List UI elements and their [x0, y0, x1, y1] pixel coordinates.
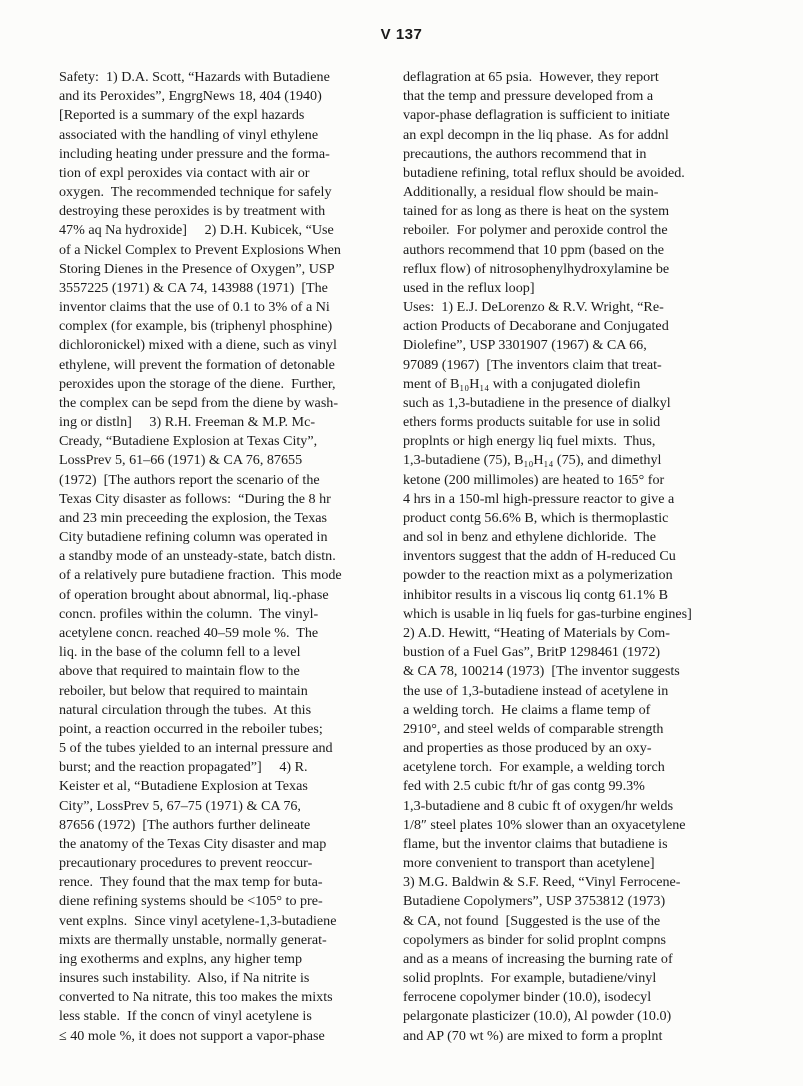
text-line: associated with the handling of vinyl ethylene	[59, 126, 319, 143]
text-line: which is usable in liq fuels for gas-turbine engines]	[403, 605, 692, 622]
text-line: precautionary procedures to prevent reoccur-	[59, 855, 313, 872]
text-line: oxygen. The recommended technique for safely	[59, 184, 332, 201]
text-line: powder to the reaction mixt as a polymerization	[403, 567, 673, 584]
text-line: destroying these peroxides is by treatment with	[59, 203, 326, 220]
text-line: mixts are thermally unstable, normally generat-	[59, 931, 327, 948]
text-line: the anatomy of the Texas City disaster and map	[59, 835, 327, 852]
text-line: that the temp and pressure developed from a	[403, 88, 654, 105]
text-line: reboiler. For polymer and peroxide control the	[403, 222, 668, 239]
text-line: and 23 min preceeding the explosion, the Texas	[59, 509, 328, 526]
text-line: of operation brought about abnormal, liq.-phase	[59, 586, 329, 603]
text-line: Texas City disaster as follows: “During the 8 hr	[59, 490, 331, 507]
text-line: ment of B₁₀H₁₄ with a conjugated diolefin	[403, 375, 641, 392]
text-line: City”, LossPrev 5, 67–75 (1971) & CA 76,	[59, 797, 301, 814]
text-line: 2910°, and steel welds of comparable strength	[403, 720, 664, 737]
text-line: ketone (200 millimoles) are heated to 165° for	[403, 471, 665, 488]
right-text-column	[403, 68, 735, 1046]
text-line: and its Peroxides”, EngrgNews 18, 404 (1940)	[59, 88, 322, 105]
text-line: such as 1,3-butadiene in the presence of dialkyl	[403, 394, 671, 411]
text-line: including heating under pressure and the forma-	[59, 145, 330, 162]
text-line: ing exotherms and explns, any higher temp	[59, 950, 303, 967]
text-line: the use of 1,3-butadiene instead of acetylene in	[403, 682, 669, 699]
text-line: LossPrev 5, 61–66 (1971) & CA 76, 87655	[59, 452, 303, 469]
text-line: peroxides upon the storage of the diene. Further,	[59, 375, 336, 392]
text-line: concn. profiles within the column. The vinyl-	[59, 605, 319, 622]
text-line: bustion of a Fuel Gas”, BritP 1298461 (1972)	[403, 644, 661, 661]
text-line: inhibitor results in a viscous liq contg 61.1% B	[403, 586, 669, 603]
text-line: Safety: 1) D.A. Scott, “Hazards with Butadiene	[59, 69, 330, 85]
text-line: inventor claims that the use of 0.1 to 3% of a Ni	[59, 299, 330, 316]
text-line: more convenient to transport than acetylene]	[403, 855, 655, 872]
text-line: pelargonate plasticizer (10.0), Al powder (10.0)	[403, 1008, 672, 1025]
text-line: fed with 2.5 cubic ft/hr of gas contg 99.3%	[403, 778, 645, 795]
text-line: & CA, not found [Suggested is the use of the	[403, 912, 661, 929]
text-line: an expl decompn in the liq phase. As for addnl	[403, 126, 669, 143]
text-line: of a relatively pure butadiene fraction. This mode	[59, 567, 342, 584]
text-line: acetylene concn. reached 40–59 mole %. The	[59, 624, 319, 641]
text-line: 97089 (1967) [The inventors claim that treat-	[403, 356, 662, 373]
text-line: Keister et al, “Butadiene Explosion at Texas	[59, 778, 308, 795]
text-line: Cready, “Butadiene Explosion at Texas City”,	[59, 433, 318, 450]
text-line: 2) A.D. Hewitt, “Heating of Materials by Com-	[403, 624, 670, 641]
text-line: complex (for example, bis (triphenyl phosphine)	[59, 318, 333, 335]
text-line: 1,3-butadiene (75), B₁₀H₁₄ (75), and dimethyl	[403, 452, 662, 469]
text-line: tion of expl peroxides via contact with air or	[59, 164, 310, 181]
text-line: less stable. If the concn of vinyl acetylene is	[59, 1008, 312, 1025]
text-line: 47% aq Na hydroxide] 2) D.H. Kubicek, “Use	[59, 222, 334, 239]
text-line: 87656 (1972) [The authors further delineate	[59, 816, 311, 833]
text-line: and properties as those produced by an oxy-	[403, 740, 652, 757]
text-line: reflux flow) of nitrosophenylhydroxylamine be	[403, 260, 670, 277]
text-line: ferrocene copolymer binder (10.0), isodecyl	[403, 989, 652, 1006]
text-line: of a Nickel Complex to Prevent Explosions When	[59, 241, 341, 258]
text-line: dichloronickel) mixed with a diene, such as vinyl	[59, 337, 337, 354]
text-line: vapor-phase deflagration is sufficient to initiate	[403, 107, 670, 124]
text-line: (1972) [The authors report the scenario of the	[59, 471, 320, 488]
text-line: converted to Na nitrate, this too makes the mixts	[59, 989, 333, 1006]
text-line: copolymers as binder for solid proplnt compns	[403, 931, 667, 948]
text-line: liq. in the base of the column fell to a level	[59, 644, 301, 661]
page-number: V 137	[380, 26, 423, 43]
text-line: inventors suggest that the addn of H-reduced Cu	[403, 548, 676, 565]
text-line: vent explns. Since vinyl acetylene-1,3-butadiene	[59, 912, 337, 929]
text-line: City butadiene refining column was operated in	[59, 529, 328, 546]
text-line: authors recommend that 10 ppm (based on the	[403, 241, 665, 258]
text-line: 1,3-butadiene and 8 cubic ft of oxygen/hr welds	[403, 797, 674, 814]
text-line: ≤ 40 mole %, it does not support a vapor-phase	[59, 1027, 325, 1044]
text-line: & CA 78, 100214 (1973) [The inventor suggests	[403, 663, 680, 680]
text-line: 3557225 (1971) & CA 74, 143988 (1971) [The	[59, 279, 328, 296]
text-line: Butadiene Copolymers”, USP 3753812 (1973)	[403, 893, 666, 910]
text-line: 4 hrs in a 150-ml high-pressure reactor to give a	[403, 490, 675, 507]
text-line: burst; and the reaction propagated”] 4) R.	[59, 759, 308, 776]
text-line: rence. They found that the max temp for buta-	[59, 874, 323, 891]
text-line: [Reported is a summary of the expl hazards	[59, 107, 305, 124]
text-line: and AP (70 wt %) are mixed to form a proplnt	[403, 1027, 663, 1044]
text-line: 1/8″ steel plates 10% slower than an oxyacetylene	[403, 816, 686, 833]
text-line: solid proplnts. For example, butadiene/vinyl	[403, 970, 657, 987]
text-line: tained for as long as there is heat on the system	[403, 203, 670, 220]
text-line: ethylene, will prevent the formation of detonable	[59, 356, 335, 373]
text-line: 5 of the tubes yielded to an internal pressure and	[59, 740, 333, 757]
text-line: Uses: 1) E.J. DeLorenzo & R.V. Wright, “Re-	[403, 299, 664, 316]
text-line: and as a means of increasing the burning rate of	[403, 950, 673, 967]
text-line: ing or distln] 3) R.H. Freeman & M.P. Mc-	[59, 414, 316, 431]
text-line: ethers forms products suitable for use in solid	[403, 414, 661, 431]
text-line: diene refining systems should be <105° to pre-	[59, 893, 323, 910]
text-line: Storing Dienes in the Presence of Oxygen”, USP	[59, 260, 335, 277]
text-line: a standby mode of an unsteady-state, batch distn.	[59, 548, 336, 565]
text-line: used in the reflux loop]	[403, 279, 535, 296]
text-line: reboiler, but below that required to maintain	[59, 682, 308, 699]
left-text-column	[59, 68, 359, 1046]
text-line: and sol in benz and ethylene dichloride. The	[403, 529, 656, 546]
text-line: Diolefine”, USP 3301907 (1967) & CA 66,	[403, 337, 647, 354]
text-line: proplnts or high energy liq fuel mixts. Thus,	[403, 433, 656, 450]
text-line: Additionally, a residual flow should be main-	[403, 184, 659, 201]
text-line: deflagration at 65 psia. However, they report	[403, 69, 659, 85]
text-line: point, a reaction occurred in the reboiler tubes;	[59, 720, 323, 737]
text-line: natural circulation through the tubes. At this	[59, 701, 312, 718]
text-line: flame, but the inventor claims that butadiene is	[403, 835, 668, 852]
text-line: insures such instability. Also, if Na nitrite is	[59, 970, 310, 987]
text-line: butadiene refining, total reflux should be avoided.	[403, 164, 685, 181]
text-line: action Products of Decaborane and Conjugated	[403, 318, 669, 335]
text-line: acetylene torch. For example, a welding torch	[403, 759, 665, 776]
text-line: precautions, the authors recommend that in	[403, 145, 647, 162]
text-line: above that required to maintain flow to the	[59, 663, 300, 680]
text-line: product contg 56.6% B, which is thermoplastic	[403, 509, 669, 526]
text-line: a welding torch. He claims a flame temp of	[403, 701, 651, 718]
text-line: 3) M.G. Baldwin & S.F. Reed, “Vinyl Ferrocene-	[403, 874, 681, 891]
text-line: the complex can be sepd from the diene by wash-	[59, 394, 339, 411]
